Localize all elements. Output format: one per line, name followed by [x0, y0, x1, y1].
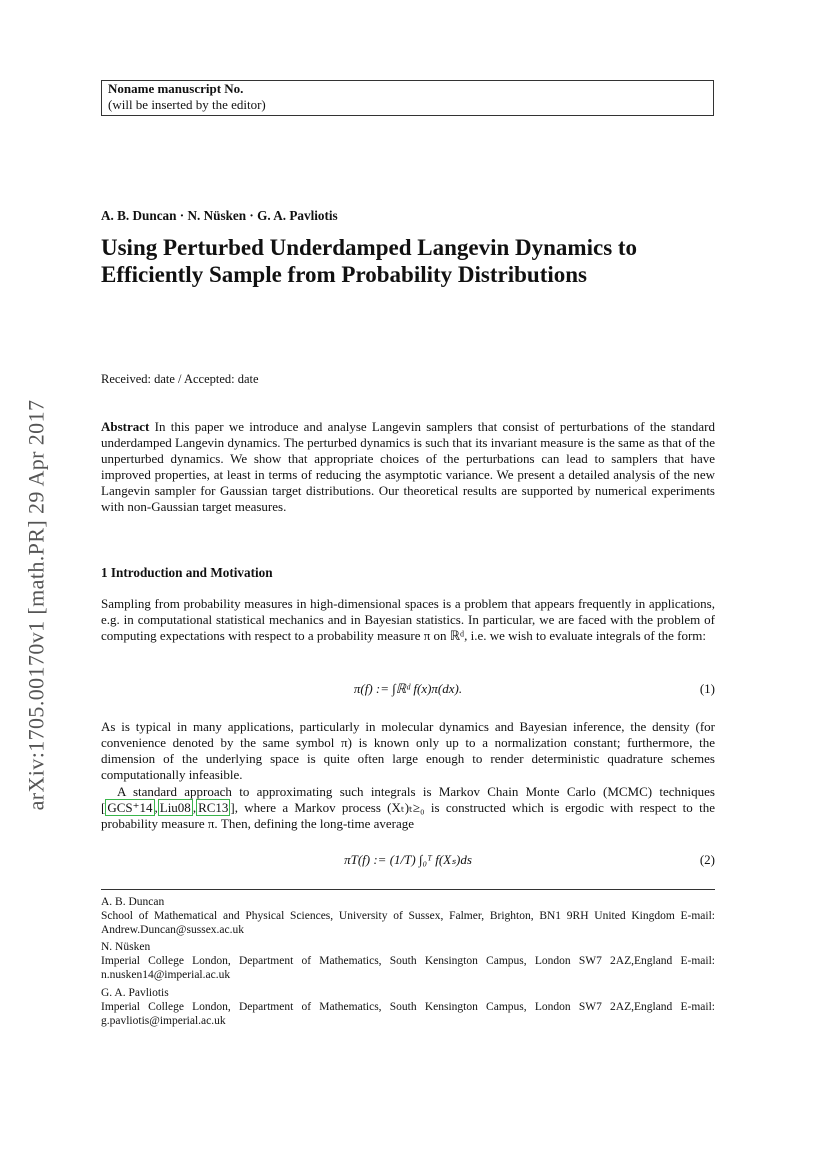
affiliation-name: N. Nüsken — [101, 941, 151, 953]
abstract-text: In this paper we introduce and analyse Langevin samplers that consist of perturbations of the standard underdamped Langevin dynamics. The perturbed dynamics is such that its invariant measure is the same as that of the unperturbed dynamics. We show that appropriate choices of the perturbations can lead to samplers that have improved properties, at least in terms of reducing the asymptotic variance. We present a detailed analysis of the new Langevin sampler for Gaussian target distributions. Our theoretical results are supported by numerical experiments with non-Gaussian target measures. — [101, 419, 716, 514]
intro-paragraph-3-end: ], where a Markov process (Xₜ)ₜ≥₀ is constructed which is ergodic with respect to the probability measure π. Then, defining the long-time average — [101, 800, 715, 831]
affiliation-nusken — [101, 940, 715, 982]
intro-paragraph-1: Sampling from probability measures in high-dimensional spaces is a problem that appears frequently in applications, e.g. in computational statistical mechanics and in Bayesian statistics. In particular, we are faced with the problem of computing expectations with respect to a probability measure π on ℝᵈ, i.e. we wish to evaluate integrals of the form: — [101, 596, 715, 643]
abstract — [101, 419, 715, 515]
arxiv-sidebar — [16, 345, 56, 865]
equation-2-number: (2) — [699, 852, 715, 867]
equation-1 — [101, 673, 715, 707]
intro-paragraph-3-start: A standard approach to approximating such integrals is Markov Chain Monte Carlo (MCMC) techniques [ — [101, 784, 715, 815]
manuscript-number-label: Noname manuscript No. — [108, 81, 244, 96]
paper-title: Using Perturbed Underdamped Langevin Dynamics to Efficiently Sample from Probability Distributions — [101, 235, 638, 287]
citation-link-gcs14[interactable]: GCS⁺14 — [107, 800, 153, 815]
affiliation-details: Imperial College London, Department of Mathematics, South Kensington Campus, London SW7 2AZ,England E-mail: g.pavliotis@imperial.ac.uk — [101, 1001, 715, 1027]
affiliation-details: School of Mathematical and Physical Sciences, University of Sussex, Falmer, Brighton, BN1 9RH United Kingdom E-mail: Andrew.Duncan@sussex.ac.uk — [101, 910, 715, 936]
affiliation-name: G. A. Pavliotis — [101, 987, 169, 999]
citation-link-rc13[interactable]: RC13 — [198, 800, 229, 815]
manuscript-header-box — [101, 80, 714, 116]
footnote-divider — [101, 889, 715, 890]
arxiv-identifier: arXiv:1705.00170v1 [math.PR] 29 Apr 2017 — [23, 399, 49, 811]
equation-2 — [101, 844, 715, 878]
section-heading: 1 Introduction and Motivation — [101, 565, 273, 580]
affiliation-pavliotis — [101, 986, 715, 1028]
affiliation-name: A. B. Duncan — [101, 896, 165, 908]
equation-2-body: πT(f) := (1/T) ∫₀ᵀ f(Xₛ)ds — [344, 852, 472, 867]
intro-paragraph-2: As is typical in many applications, particularly in molecular dynamics and Bayesian inference, the density (for convenience denoted by the same symbol π) is known only up to a normalization constant; furthermore, the dimension of the underlying space is quite often large enough to render deterministic quadrature schemes computationally infeasible. — [101, 719, 715, 782]
affiliation-details: Imperial College London, Department of Mathematics, South Kensington Campus, London SW7 2AZ,England E-mail: n.nusken14@imperial.ac.uk — [101, 955, 715, 981]
affiliation-duncan — [101, 895, 715, 937]
citation-link-liu08[interactable]: Liu08 — [159, 800, 191, 815]
abstract-label: Abstract — [101, 419, 150, 434]
equation-1-number: (1) — [699, 681, 715, 696]
intro-paragraph-3: A standard approach to approximating such integrals is Markov Chain Monte Carlo (MCMC) techniques [ GCS⁺14 , Liu08 , RC13 ], where a Markov process (Xₜ)ₜ≥₀ is constructed which is ergodic with respect to the probability measure π. Then, defining the long-time average — [101, 784, 715, 831]
received-line: Received: date / Accepted: date — [101, 372, 259, 386]
equation-1-body: π(f) := ∫ℝᵈ f(x)π(dx). — [353, 681, 463, 696]
author-list: A. B. Duncan · N. Nüsken · G. A. Pavliotis — [101, 208, 338, 223]
editor-note: (will be inserted by the editor) — [108, 97, 266, 112]
